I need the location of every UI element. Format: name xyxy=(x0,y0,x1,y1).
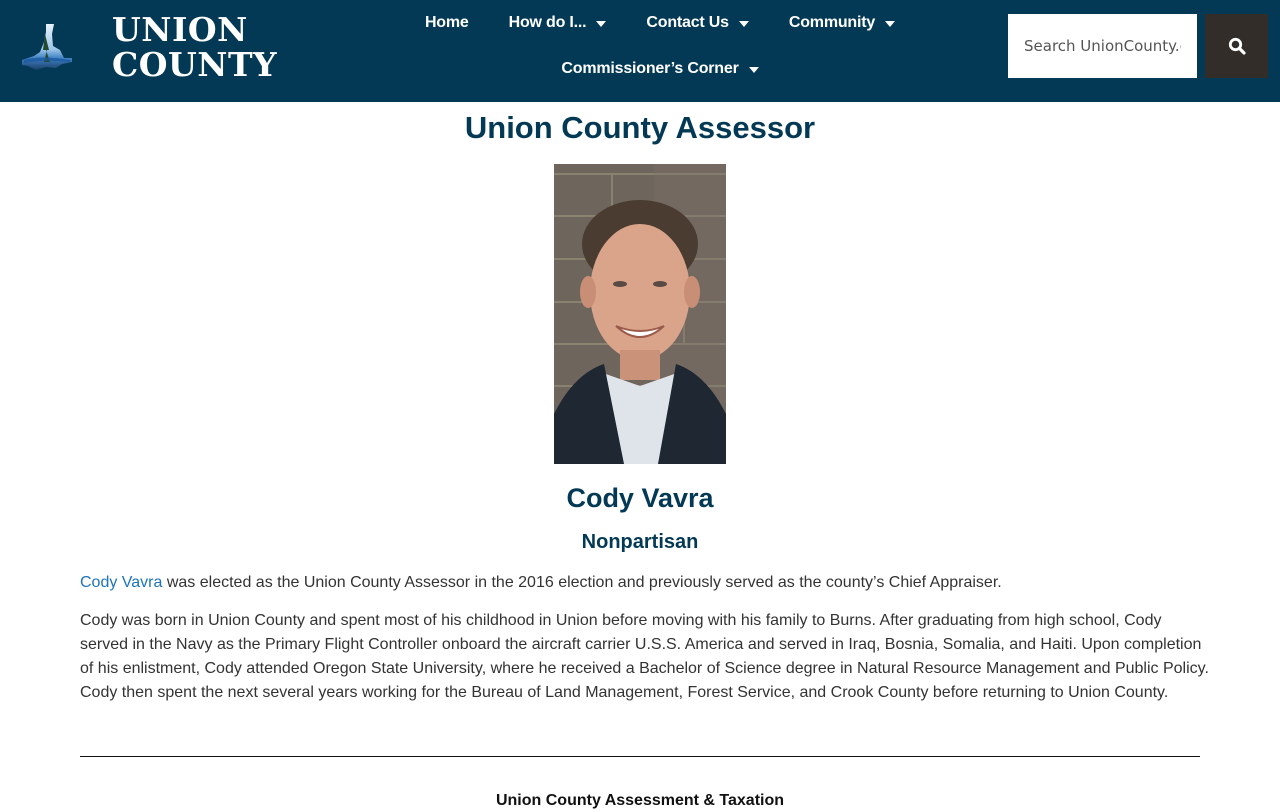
bio-paragraph-1-text: was elected as the Union County Assessor in the 2016 election and previously served as the county’s Chief Appraiser. xyxy=(162,574,1002,591)
person-profile-link[interactable]: Cody Vavra xyxy=(80,574,163,591)
page-title: Union County Assessor xyxy=(464,110,816,145)
bio-paragraph-2: Cody was born in Union County and spent most of his childhood in Union before moving with his family to Burns. After graduating from high school, Cody served in the Navy as the Primary Flight Controller onboard the aircraft carrier U.S.S. America and served in Iraq, Bosnia, Somalia, and Haiti. Upon completion of his enlistment, Cody attended Oregon State University, where he received a Bachelor of Science degree in Natural Resource Management and Public Policy. Cody then spent the next several years working for the Bureau of Land Management, Forest Service, and Crook County before returning to Union County. xyxy=(80,612,1209,701)
person-photo-image xyxy=(554,164,726,464)
site-title[interactable] xyxy=(112,12,277,82)
nav-item-label: Community xyxy=(788,14,876,31)
caret-down-icon xyxy=(739,21,749,27)
section-heading: Union County Assessment & Taxation xyxy=(495,792,785,809)
section-divider xyxy=(80,756,1200,757)
nav-item-label: How do I... xyxy=(508,14,587,31)
portrait-photo xyxy=(554,164,726,464)
nav-item-home[interactable] xyxy=(405,9,489,37)
search-icon xyxy=(1228,37,1246,55)
union-county-logo-icon xyxy=(16,20,76,74)
nav-item-how-do-i[interactable] xyxy=(489,9,627,37)
search-button[interactable] xyxy=(1205,14,1268,78)
nav-row-1 xyxy=(400,9,920,37)
nav-item-label: Commissioner’s Corner xyxy=(561,60,739,77)
nav-item-community[interactable] xyxy=(769,9,915,37)
nav-row-2 xyxy=(400,55,920,83)
person-name: Cody Vavra xyxy=(566,483,714,513)
nav-item-contact-us[interactable] xyxy=(626,9,768,37)
caret-down-icon xyxy=(885,21,895,27)
site-title-line1: UNION xyxy=(112,10,248,49)
party-affiliation: Nonpartisan xyxy=(581,531,699,553)
search-input[interactable] xyxy=(1008,14,1197,78)
nav-item-commissioners-corner[interactable] xyxy=(541,55,778,83)
nav-item-label: Contact Us xyxy=(646,14,729,31)
caret-down-icon xyxy=(596,21,606,27)
site-title-line2: COUNTY xyxy=(112,45,278,84)
site-header xyxy=(0,0,1280,102)
site-logo[interactable] xyxy=(16,20,76,74)
caret-down-icon xyxy=(749,67,759,73)
bio-paragraph-1 xyxy=(80,571,1210,595)
nav-item-label: Home xyxy=(424,14,469,31)
main-nav xyxy=(400,0,920,102)
